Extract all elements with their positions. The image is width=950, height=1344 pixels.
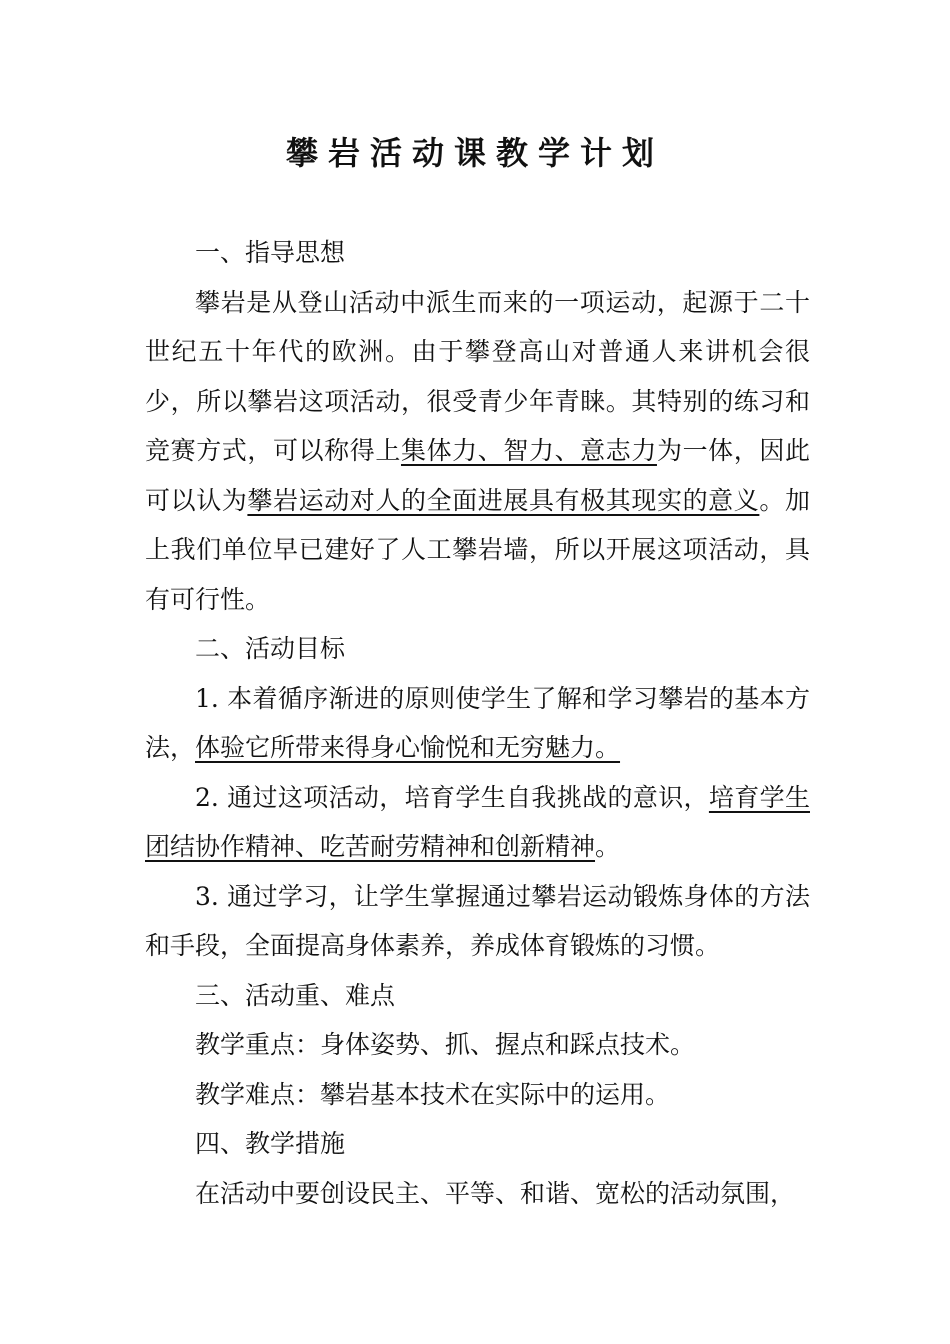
goal-item-1	[145, 674, 810, 773]
underlined-phrase: 集体力、智力、意志力	[400, 436, 657, 465]
section-heading-measures: 四、教学措施	[195, 1129, 346, 1158]
document-title: 攀岩活动课教学计划	[285, 134, 664, 172]
section-heading-key-points: 三、活动重、难点	[195, 980, 396, 1010]
underlined-phrase: 体验它所带来得身心愉悦和无穷魅力。	[195, 733, 621, 762]
text-run: 。	[595, 832, 621, 861]
text-run: 。加上我们单位早已建好了人工攀岩墙，所以开展这项活动，具有可行性。	[145, 485, 810, 614]
paragraph-guiding-idea	[145, 278, 810, 625]
goal-item-3: 3. 通过学习，让学生掌握通过攀岩运动锻炼身体的方法和手段，全面提高身体素养，养成体育锻炼的习惯。	[145, 881, 810, 960]
section-heading-guiding-idea: 一、指导思想	[195, 238, 346, 267]
text-run: 1. 本着循序渐进的原则使学生了解和学习攀岩的基本方法，	[145, 683, 810, 762]
paragraph-measures: 在活动中要创设民主、平等、和谐、宽松的活动氛围，	[195, 1178, 796, 1208]
section-heading-goals: 二、活动目标	[195, 634, 346, 663]
difficulty-text: 教学难点：攀岩基本技术在实际中的运用。	[195, 1079, 671, 1109]
text-run: 攀岩是从登山活动中派生而来的一项运动，起源于二十世纪五十年代的欧洲。由于攀登高山对普通人来讲机会很少，所以攀岩这项活动，很受青少年青睐。其特别的练习和竞赛方式，可以称得上	[145, 287, 810, 465]
underlined-phrase: 攀岩运动对人的全面进展具有极其现实的意义	[247, 485, 760, 515]
document-body	[145, 228, 810, 1218]
text-run: 2. 通过这项活动，培育学生自我挑战的意识，	[195, 782, 709, 812]
key-point-text: 教学重点：身体姿势、抓、握点和踩点技术。	[195, 1030, 696, 1059]
text-run: 为一体，因此可以认为	[145, 436, 810, 515]
underlined-phrase: 培育学生团结协作精神、吃苦耐劳精神和创新精神	[145, 782, 810, 861]
goal-item-2	[145, 773, 810, 872]
